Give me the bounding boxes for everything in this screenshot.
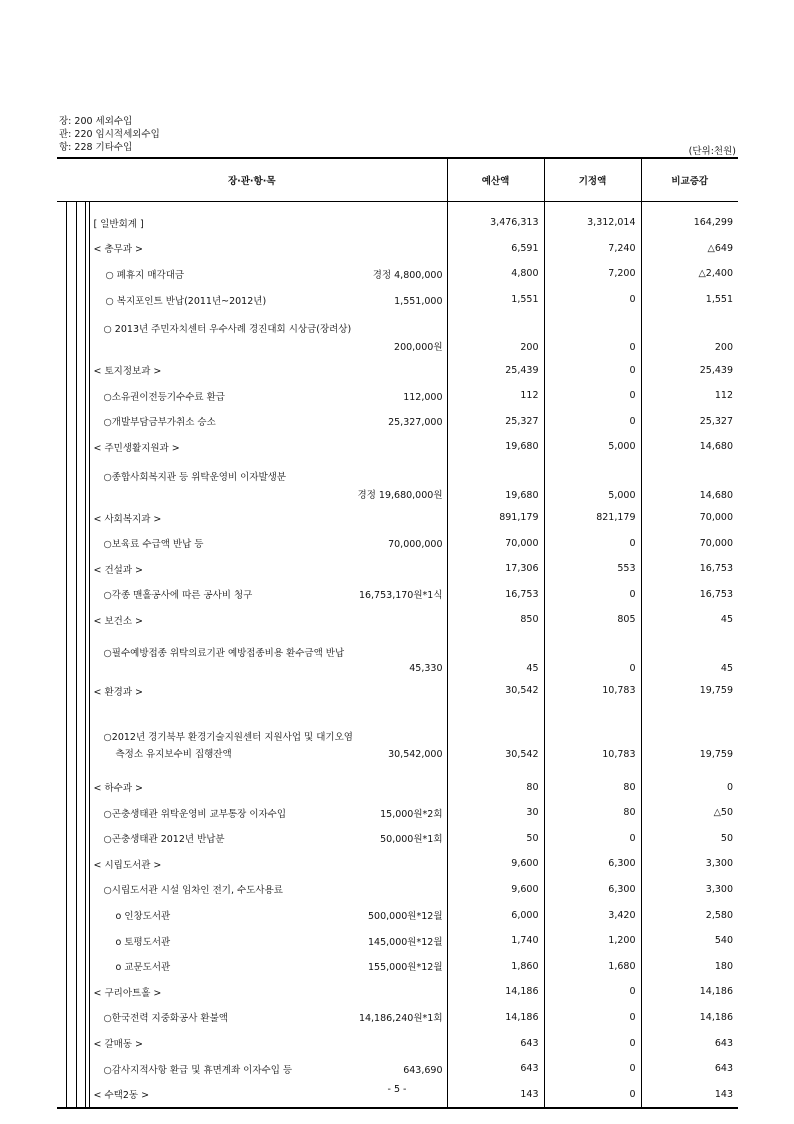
budget-value: 3,476,313: [447, 210, 544, 236]
item-row: [57, 877, 738, 903]
category-label: < 수택2동 >: [93, 1090, 150, 1102]
diff-value: 0: [641, 774, 738, 800]
previous-value: 5,000: [544, 460, 641, 505]
diff-value: 25,439: [641, 357, 738, 383]
budget-value: 6,591: [447, 236, 544, 262]
previous-value: 0: [544, 826, 641, 852]
diff-value: 45: [641, 633, 738, 678]
diff-value: 70,000: [641, 530, 738, 556]
budget-value: 850: [447, 607, 544, 633]
diff-value: 19,759: [641, 703, 738, 774]
category-row: [57, 979, 738, 1005]
budget-value: 891,179: [447, 505, 544, 531]
previous-value: 1,200: [544, 928, 641, 954]
previous-value: 821,179: [544, 505, 641, 531]
category-label: < 구리아트홀 >: [93, 987, 162, 999]
previous-value: 5,000: [544, 434, 641, 460]
item-amount: 50,000원*1회: [380, 834, 443, 846]
diff-value: 25,327: [641, 409, 738, 435]
budget-value: 25,439: [447, 357, 544, 383]
item-amount: 155,000원*12월: [368, 962, 443, 974]
budget-value: 50: [447, 826, 544, 852]
category-label: [ 일반회계 ]: [93, 218, 144, 230]
budget-value: 16,753: [447, 582, 544, 608]
previous-value: 0: [544, 1005, 641, 1031]
header-hang: 항: 228 기타수입: [59, 142, 133, 153]
category-row: [57, 210, 738, 236]
diff-value: 50: [641, 826, 738, 852]
item-amount: 200,000원: [394, 342, 443, 354]
item-amount: 1,551,000: [394, 295, 443, 307]
category-label: < 총무과 >: [93, 244, 143, 256]
previous-value: 7,200: [544, 261, 641, 287]
item-row: [57, 800, 738, 826]
previous-value: 0: [544, 1081, 641, 1108]
item-label: ○보육료 수급액 반납 등: [103, 539, 204, 551]
column-header-name: 장·관·항·목: [57, 158, 447, 202]
budget-table: [57, 157, 738, 1109]
category-row: [57, 236, 738, 262]
category-label: < 보건소 >: [93, 615, 143, 627]
diff-value: 16,753: [641, 582, 738, 608]
diff-value: 19,759: [641, 678, 738, 704]
item-label: ○개발부담금부가취소 승소: [103, 417, 216, 429]
budget-value: 30,542: [447, 678, 544, 704]
previous-value: 0: [544, 1056, 641, 1082]
previous-value: 805: [544, 607, 641, 633]
diff-value: 14,186: [641, 979, 738, 1005]
item-amount: 16,753,170원*1식: [358, 590, 443, 602]
budget-value: 80: [447, 774, 544, 800]
previous-value: 0: [544, 357, 641, 383]
category-label: < 토지정보과 >: [93, 366, 162, 378]
previous-value: 1,680: [544, 953, 641, 979]
item-label: ○한국전력 지중화공사 환불액: [103, 1013, 228, 1025]
diff-value: 1,551: [641, 287, 738, 313]
item-row: [57, 530, 738, 556]
item-label: ○각종 맨홀공사에 따른 공사비 청구: [103, 590, 253, 602]
budget-value: 14,186: [447, 1005, 544, 1031]
budget-value: 19,680: [447, 434, 544, 460]
diff-value: 643: [641, 1030, 738, 1056]
budget-value: 643: [447, 1030, 544, 1056]
category-label: < 사회복지과 >: [93, 513, 162, 525]
previous-value: 0: [544, 979, 641, 1005]
diff-value: 14,680: [641, 460, 738, 505]
diff-value: 180: [641, 953, 738, 979]
budget-value: 17,306: [447, 556, 544, 582]
diff-value: △2,400: [641, 261, 738, 287]
previous-value: 3,420: [544, 902, 641, 928]
diff-value: △50: [641, 800, 738, 826]
item-amount: 70,000,000: [388, 539, 443, 551]
item-row: [57, 902, 738, 928]
previous-value: 7,240: [544, 236, 641, 262]
diff-value: 3,300: [641, 851, 738, 877]
budget-value: 25,327: [447, 409, 544, 435]
item-amount: 112,000: [403, 391, 443, 403]
diff-value: 540: [641, 928, 738, 954]
item-amount: 14,186,240원*1회: [358, 1013, 443, 1025]
header-jang: 장: 200 세외수입: [59, 116, 133, 127]
previous-value: 0: [544, 530, 641, 556]
budget-value: 70,000: [447, 530, 544, 556]
item-label: ○종합사회복지관 등 위탁운영비 이자발생분: [103, 471, 287, 483]
category-row: [57, 556, 738, 582]
budget-value: 6,000: [447, 902, 544, 928]
previous-value: 0: [544, 312, 641, 357]
category-row: [57, 678, 738, 704]
previous-value: 0: [544, 383, 641, 409]
previous-value: 553: [544, 556, 641, 582]
item-row: [57, 261, 738, 287]
item-label: ○소유권이전등기수수료 환급: [103, 391, 225, 403]
item-label: ○ 2013년 주민자치센터 우수사례 경진대회 시상금(장려상): [103, 324, 352, 336]
diff-value: 2,580: [641, 902, 738, 928]
item-row: [57, 383, 738, 409]
item-row: [57, 409, 738, 435]
column-header-diff: 비교증감: [641, 158, 738, 202]
column-header-budget: 예산액: [447, 158, 544, 202]
item-amount: 145,000원*12월: [368, 936, 443, 948]
diff-value: 143: [641, 1081, 738, 1108]
previous-value: 0: [544, 633, 641, 678]
budget-value: 45: [447, 633, 544, 678]
item-row: [57, 1005, 738, 1031]
item-row: [57, 928, 738, 954]
budget-value: 643: [447, 1056, 544, 1082]
item-label: ○ 복지포인트 반납(2011년~2012년): [105, 295, 267, 307]
previous-value: 0: [544, 287, 641, 313]
previous-value: 80: [544, 800, 641, 826]
item-amount: 45,330: [409, 662, 443, 674]
item-row: [57, 460, 738, 505]
budget-value: 1,551: [447, 287, 544, 313]
diff-value: 3,300: [641, 877, 738, 903]
diff-value: 643: [641, 1056, 738, 1082]
item-label: ○곤충생태관 2012년 반납분: [103, 834, 225, 846]
budget-value: 9,600: [447, 851, 544, 877]
budget-value: 19,680: [447, 460, 544, 505]
item-row: [57, 703, 738, 774]
category-label: < 환경과 >: [93, 686, 143, 698]
category-row: [57, 851, 738, 877]
header-gwan: 관: 220 임시적세외수입: [59, 129, 160, 140]
category-row: [57, 434, 738, 460]
category-row: [57, 1030, 738, 1056]
item-row: [57, 312, 738, 357]
item-label-continued: 측정소 유지보수비 집행잔액: [115, 749, 232, 761]
previous-value: 80: [544, 774, 641, 800]
category-row: [57, 774, 738, 800]
diff-value: △649: [641, 236, 738, 262]
item-label: o 인창도서관: [115, 911, 171, 923]
diff-value: 70,000: [641, 505, 738, 531]
budget-value: 30: [447, 800, 544, 826]
column-header-previous: 기정액: [544, 158, 641, 202]
diff-value: 16,753: [641, 556, 738, 582]
item-row: [57, 287, 738, 313]
item-amount: 643,690: [403, 1064, 443, 1076]
item-row: [57, 953, 738, 979]
budget-value: 1,860: [447, 953, 544, 979]
diff-value: 14,186: [641, 1005, 738, 1031]
item-label: o 토평도서관: [115, 936, 171, 948]
item-label: ○곤충생태관 위탁운영비 교부통장 이자수입: [103, 808, 287, 820]
budget-value: 143: [447, 1081, 544, 1108]
item-row: [57, 1056, 738, 1082]
previous-value: 0: [544, 1030, 641, 1056]
item-label: ○감사지적사항 환급 및 휴면계좌 이자수입 등: [103, 1064, 293, 1076]
item-label: o 교문도서관: [115, 962, 171, 974]
item-amount: 30,542,000: [388, 749, 443, 761]
previous-value: 10,783: [544, 678, 641, 704]
item-amount: 경정 4,800,000: [372, 269, 443, 281]
item-label: ○2012년 경기북부 환경기술지원센터 지원사업 및 대기오염: [103, 732, 353, 744]
diff-value: 200: [641, 312, 738, 357]
previous-value: 6,300: [544, 851, 641, 877]
budget-value: 14,186: [447, 979, 544, 1005]
item-row: [57, 826, 738, 852]
item-label: ○시립도서관 시설 임차인 전기, 수도사용료: [103, 885, 283, 897]
diff-value: 45: [641, 607, 738, 633]
budget-value: 4,800: [447, 261, 544, 287]
category-label: < 시립도서관 >: [93, 859, 162, 871]
budget-value: 1,740: [447, 928, 544, 954]
budget-value: 200: [447, 312, 544, 357]
diff-value: 112: [641, 383, 738, 409]
item-row: [57, 633, 738, 678]
page-number: - 5 -: [387, 1084, 407, 1095]
previous-value: 0: [544, 582, 641, 608]
category-row: [57, 357, 738, 383]
category-row: [57, 607, 738, 633]
item-row: [57, 582, 738, 608]
budget-value: 9,600: [447, 877, 544, 903]
item-amount: 경정 19,680,000원: [357, 489, 443, 501]
budget-value: 30,542: [447, 703, 544, 774]
unit-label: (단위:천원): [688, 146, 736, 157]
category-label: < 갈매동 >: [93, 1039, 143, 1051]
previous-value: 10,783: [544, 703, 641, 774]
item-amount: 15,000원*2회: [380, 808, 443, 820]
diff-value: 14,680: [641, 434, 738, 460]
item-label: ○필수예방접종 위탁의료기관 예방접종비용 환수금액 반납: [103, 647, 345, 659]
item-label: ○ 폐휴지 매각대금: [105, 269, 185, 281]
budget-value: 112: [447, 383, 544, 409]
previous-value: 3,312,014: [544, 210, 641, 236]
category-label: < 건설과 >: [93, 564, 143, 576]
item-amount: 500,000원*12월: [368, 911, 443, 923]
table-body: [57, 202, 738, 1109]
item-amount: 25,327,000: [388, 417, 443, 429]
category-label: < 주민생활지원과 >: [93, 442, 180, 454]
category-label: < 하수과 >: [93, 783, 143, 795]
previous-value: 6,300: [544, 877, 641, 903]
previous-value: 0: [544, 409, 641, 435]
category-row: [57, 505, 738, 531]
diff-value: 164,299: [641, 210, 738, 236]
